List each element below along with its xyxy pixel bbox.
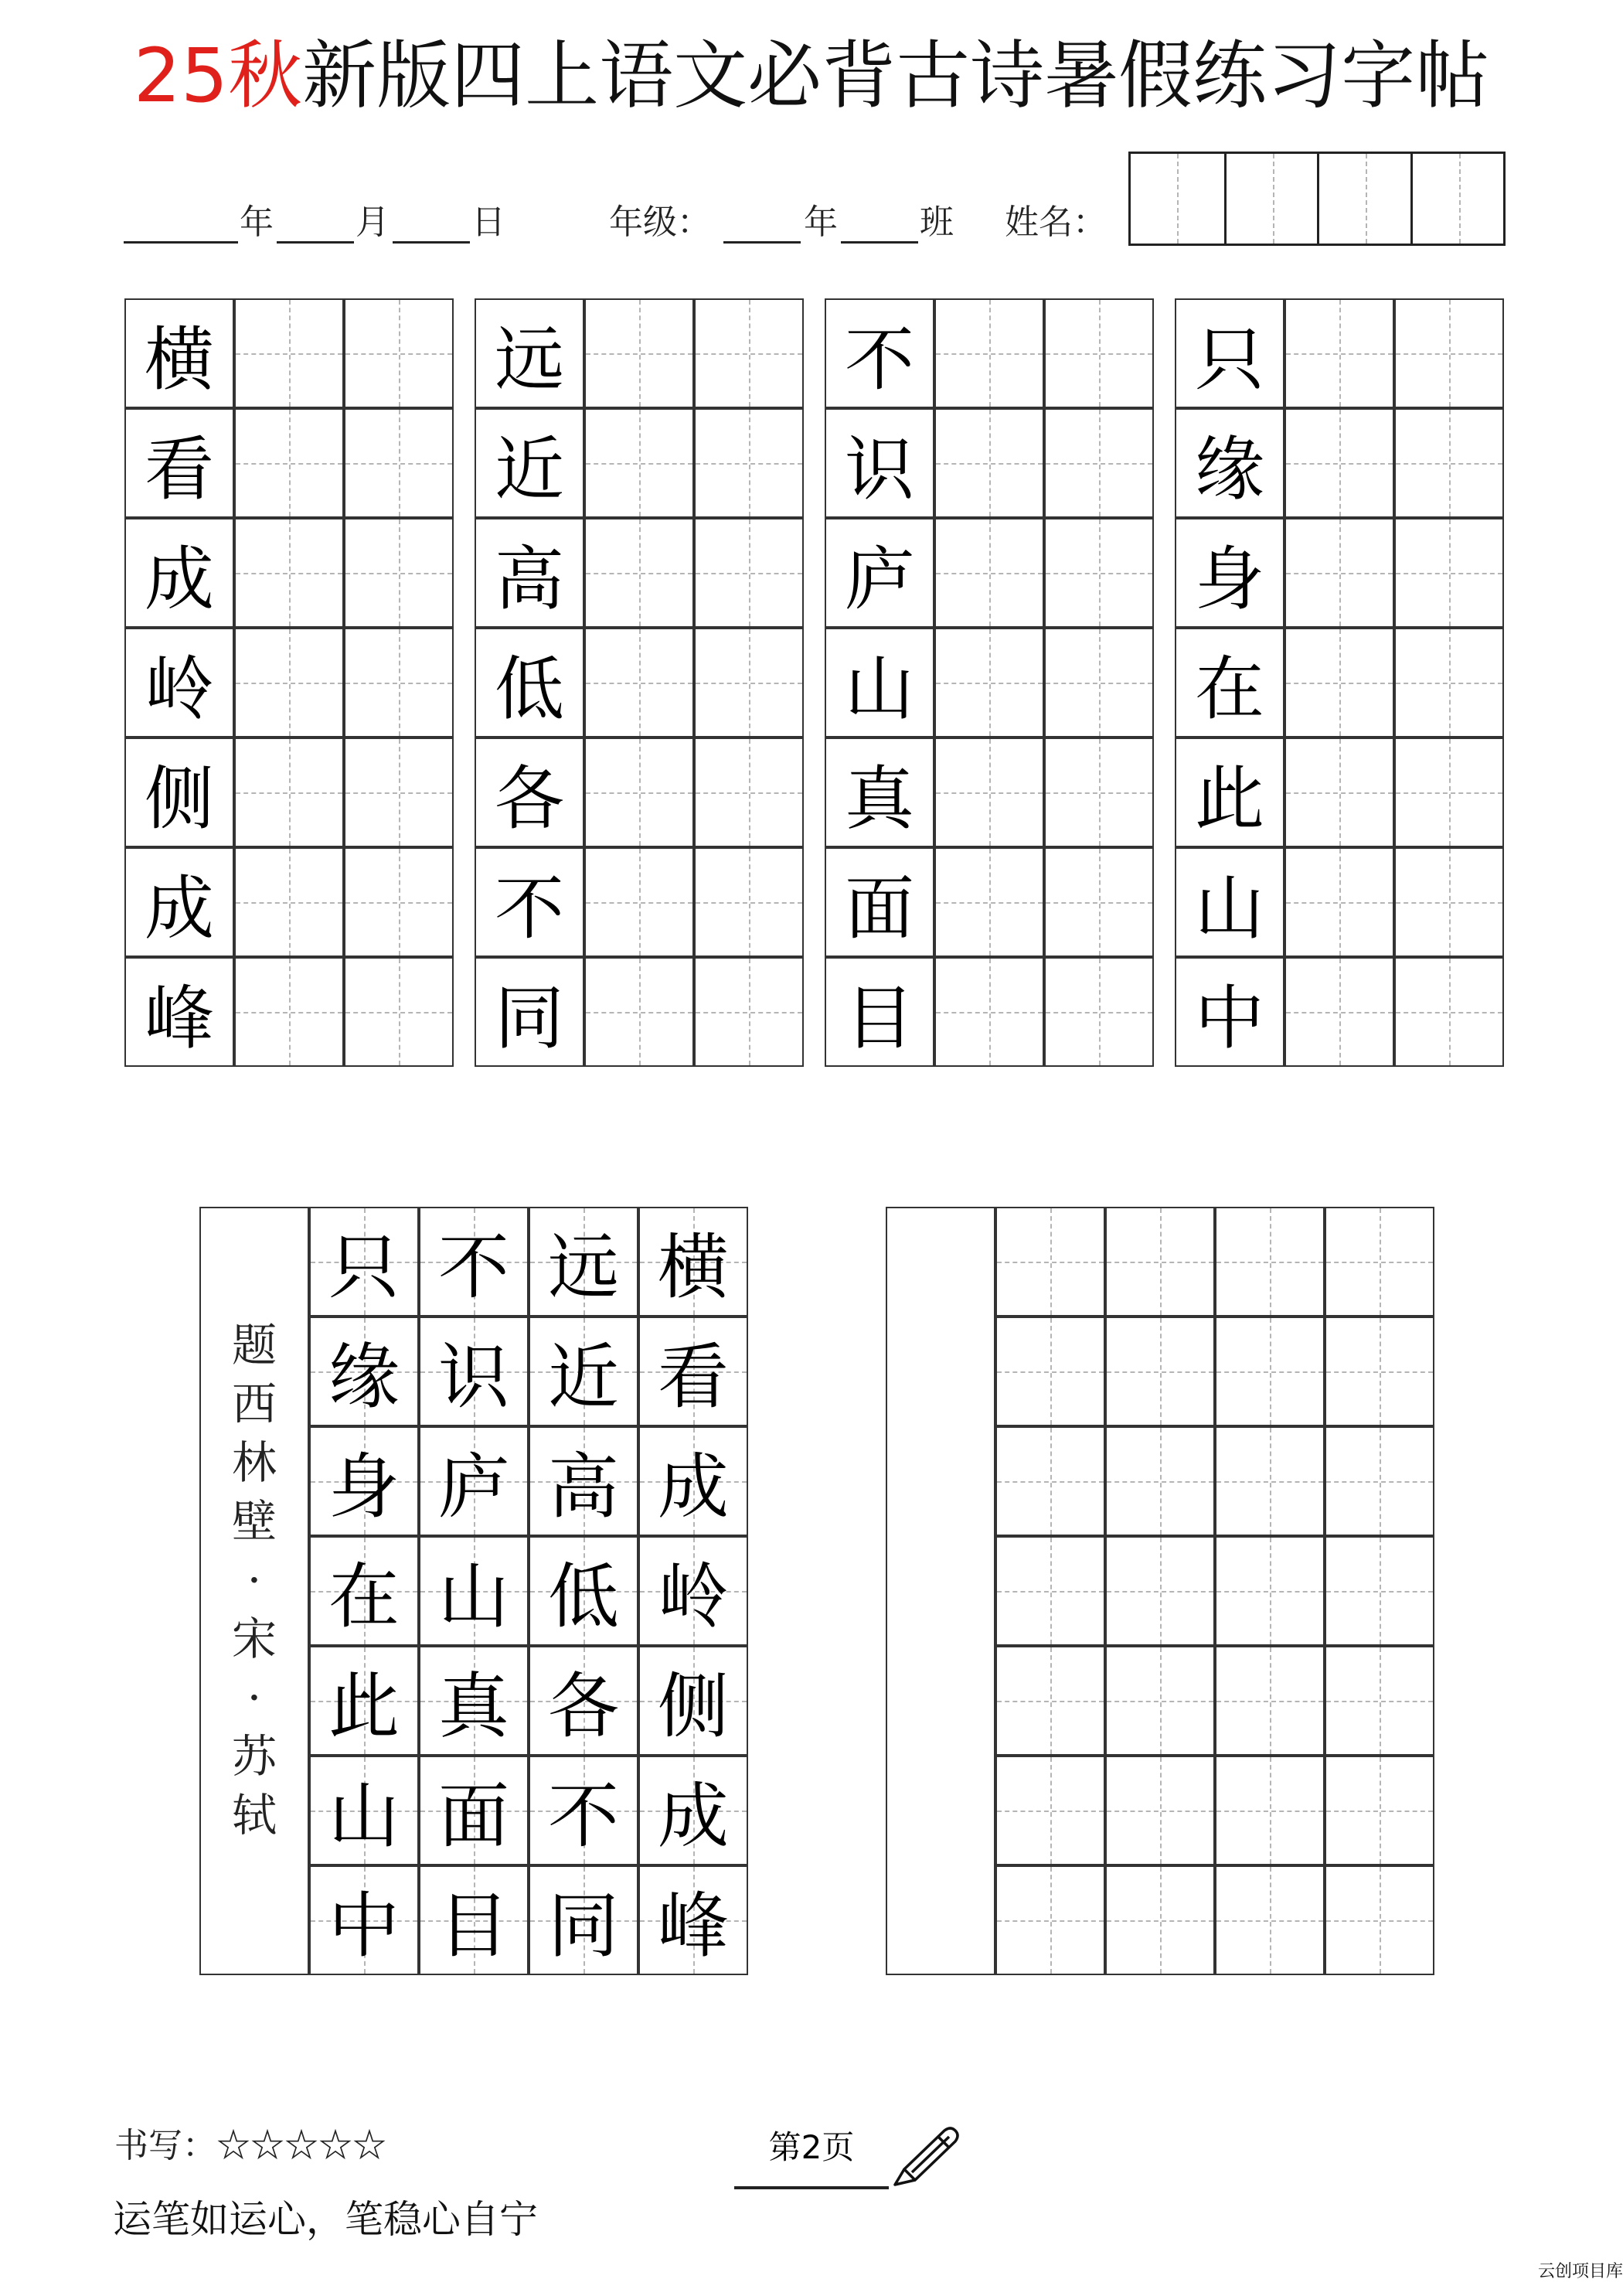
practice-cell[interactable] — [234, 847, 344, 957]
character-glyph: 只 — [1195, 319, 1264, 400]
page-title — [0, 29, 1623, 122]
poem-cell — [419, 1756, 529, 1865]
character-glyph: 横 — [657, 1226, 729, 1309]
practice-cell[interactable] — [584, 408, 694, 518]
practice-cell[interactable] — [1325, 1426, 1434, 1536]
title-highlight: 25秋 — [133, 32, 303, 119]
character-glyph: 看 — [657, 1336, 729, 1419]
practice-cell[interactable] — [1215, 1646, 1325, 1756]
character-glyph: 高 — [495, 539, 564, 620]
character-glyph: 峰 — [145, 978, 214, 1059]
poem-cell — [309, 1756, 419, 1865]
practice-cell[interactable] — [1325, 1865, 1434, 1975]
character-glyph: 横 — [145, 319, 214, 400]
practice-cell[interactable] — [344, 847, 454, 957]
character-glyph: 缘 — [328, 1336, 400, 1419]
motto: 运笔如运心，笔稳心自宁 — [113, 2197, 538, 2242]
model-cell — [475, 847, 584, 957]
character-glyph: 远 — [547, 1226, 619, 1309]
poem-cell — [309, 1646, 419, 1756]
practice-cell[interactable] — [1105, 1536, 1215, 1646]
practice-cell[interactable] — [1394, 408, 1504, 518]
poem-meta-char: 西 — [231, 1378, 277, 1430]
character-glyph: 不 — [547, 1775, 619, 1858]
character-glyph: 识 — [845, 429, 914, 510]
model-cell — [825, 298, 934, 408]
character-glyph: 面 — [437, 1775, 509, 1858]
poem-cell — [638, 1865, 748, 1975]
practice-cell[interactable] — [1105, 1426, 1215, 1536]
poem-cell — [529, 1865, 638, 1975]
character-glyph: 侧 — [657, 1665, 729, 1748]
practice-cell[interactable] — [344, 957, 454, 1067]
character-glyph: 成 — [145, 868, 214, 949]
model-cell — [124, 628, 234, 738]
practice-cell[interactable] — [1105, 1756, 1215, 1865]
practice-cell[interactable] — [1044, 847, 1154, 957]
practice-cell[interactable] — [1044, 738, 1154, 847]
practice-cell[interactable] — [1325, 1317, 1434, 1426]
practice-cell[interactable] — [1215, 1865, 1325, 1975]
poem-cell — [638, 1207, 748, 1317]
model-cell — [825, 847, 934, 957]
practice-cell[interactable] — [1284, 847, 1394, 957]
poem-cell — [309, 1317, 419, 1426]
practice-cell[interactable] — [1394, 518, 1504, 628]
character-glyph: 在 — [328, 1555, 400, 1638]
model-cell — [475, 408, 584, 518]
practice-cell[interactable] — [1044, 957, 1154, 1067]
character-glyph: 近 — [495, 429, 564, 510]
poem-cell — [529, 1756, 638, 1865]
practice-cell[interactable] — [584, 738, 694, 847]
practice-cell[interactable] — [584, 847, 694, 957]
model-cell — [475, 738, 584, 847]
practice-cell[interactable] — [934, 628, 1044, 738]
practice-cell[interactable] — [1044, 628, 1154, 738]
month-label: 月 — [356, 203, 390, 242]
practice-cell[interactable] — [1215, 1536, 1325, 1646]
practice-cell[interactable] — [934, 408, 1044, 518]
practice-cell[interactable] — [1215, 1317, 1325, 1426]
character-glyph: 中 — [1195, 978, 1264, 1059]
practice-cell[interactable] — [995, 1317, 1105, 1426]
poem-meta-char: · — [247, 1554, 262, 1606]
page-underline — [734, 2186, 889, 2189]
character-glyph: 庐 — [845, 539, 914, 620]
practice-cell[interactable] — [344, 518, 454, 628]
name-box[interactable] — [1317, 154, 1410, 244]
model-cell — [1175, 957, 1284, 1067]
model-cell — [825, 408, 934, 518]
practice-cell[interactable] — [1105, 1207, 1215, 1317]
practice-cell[interactable] — [995, 1756, 1105, 1865]
model-cell — [1175, 518, 1284, 628]
poem-cell — [638, 1317, 748, 1426]
practice-cell[interactable] — [584, 298, 694, 408]
character-glyph: 岭 — [657, 1555, 729, 1638]
character-glyph: 同 — [547, 1885, 619, 1967]
practice-cell[interactable] — [1105, 1646, 1215, 1756]
model-cell — [475, 518, 584, 628]
model-cell — [124, 847, 234, 957]
practice-cell[interactable] — [344, 628, 454, 738]
practice-cell[interactable] — [344, 408, 454, 518]
practice-cell[interactable] — [1044, 518, 1154, 628]
model-cell — [475, 957, 584, 1067]
poem-cell — [638, 1646, 748, 1756]
practice-cell[interactable] — [584, 518, 694, 628]
practice-cell[interactable] — [1044, 408, 1154, 518]
practice-cell[interactable] — [1284, 628, 1394, 738]
model-cell — [1175, 738, 1284, 847]
poem-meta-char: · — [247, 1671, 262, 1724]
grade-unit: 年 — [804, 203, 838, 242]
practice-cell[interactable] — [934, 847, 1044, 957]
poem-cell — [419, 1317, 529, 1426]
practice-cell[interactable] — [995, 1207, 1105, 1317]
name-box[interactable] — [1224, 154, 1318, 244]
model-cell — [124, 298, 234, 408]
character-glyph: 各 — [547, 1665, 619, 1748]
pen-icon — [889, 2118, 966, 2188]
practice-cell[interactable] — [1284, 298, 1394, 408]
character-glyph: 山 — [1195, 868, 1264, 949]
model-cell — [825, 738, 934, 847]
character-glyph: 在 — [1195, 649, 1264, 730]
character-glyph: 识 — [437, 1336, 509, 1419]
practice-cell[interactable] — [934, 298, 1044, 408]
practice-cell[interactable] — [995, 1865, 1105, 1975]
class-unit: 班 — [920, 203, 954, 242]
model-cell — [124, 518, 234, 628]
character-glyph: 中 — [328, 1885, 400, 1967]
character-glyph: 缘 — [1195, 429, 1264, 510]
practice-cell[interactable] — [694, 957, 804, 1067]
character-glyph: 身 — [328, 1446, 400, 1528]
character-glyph: 岭 — [145, 649, 214, 730]
practice-cell[interactable] — [694, 408, 804, 518]
poem-title-author — [199, 1316, 309, 1845]
poem-meta-char: 宋 — [231, 1613, 277, 1665]
model-cell — [124, 738, 234, 847]
poem-meta-char: 林 — [231, 1436, 277, 1489]
poem-cell — [419, 1426, 529, 1536]
practice-cell[interactable] — [1325, 1756, 1434, 1865]
character-glyph: 只 — [328, 1226, 400, 1309]
practice-cell[interactable] — [1394, 957, 1504, 1067]
name-label: 姓名： — [1005, 203, 1107, 242]
practice-cell[interactable] — [934, 518, 1044, 628]
poem-cell — [309, 1426, 419, 1536]
character-glyph: 面 — [845, 868, 914, 949]
poem-cell — [309, 1865, 419, 1975]
year-label: 年 — [240, 203, 274, 242]
practice-cell[interactable] — [1284, 738, 1394, 847]
character-glyph: 山 — [845, 649, 914, 730]
poem-cell — [419, 1646, 529, 1756]
poem-cell — [529, 1426, 638, 1536]
character-glyph: 山 — [437, 1555, 509, 1638]
poem-cell — [529, 1536, 638, 1646]
poem-meta-char: 苏 — [231, 1730, 277, 1783]
model-cell — [124, 408, 234, 518]
poem-cell — [309, 1207, 419, 1317]
practice-cell[interactable] — [1394, 738, 1504, 847]
character-glyph: 侧 — [145, 758, 214, 840]
name-box[interactable] — [1131, 154, 1224, 244]
grade-label: 年级： — [609, 203, 711, 242]
name-boxes[interactable] — [1128, 152, 1506, 246]
practice-cell[interactable] — [234, 738, 344, 847]
practice-cell[interactable] — [995, 1426, 1105, 1536]
practice-cell[interactable] — [1105, 1865, 1215, 1975]
poem-meta-char: 壁 — [231, 1495, 277, 1548]
character-glyph: 成 — [657, 1446, 729, 1528]
character-glyph: 各 — [495, 758, 564, 840]
poem-cell — [309, 1536, 419, 1646]
practice-cell[interactable] — [234, 298, 344, 408]
practice-cell[interactable] — [1325, 1646, 1434, 1756]
model-cell — [825, 518, 934, 628]
character-glyph: 成 — [145, 539, 214, 620]
practice-cell[interactable] — [1284, 518, 1394, 628]
month-blank[interactable] — [277, 241, 354, 244]
day-blank[interactable] — [393, 241, 470, 244]
practice-cell[interactable] — [995, 1536, 1105, 1646]
poem-cell — [638, 1426, 748, 1536]
practice-cell[interactable] — [694, 518, 804, 628]
practice-cell[interactable] — [1105, 1317, 1215, 1426]
model-cell — [825, 628, 934, 738]
grade-blank[interactable] — [723, 241, 801, 244]
character-glyph: 山 — [328, 1775, 400, 1858]
practice-cell[interactable] — [934, 738, 1044, 847]
practice-cell[interactable] — [234, 518, 344, 628]
practice-cell[interactable] — [1215, 1426, 1325, 1536]
poem-cell — [419, 1207, 529, 1317]
model-cell — [825, 957, 934, 1067]
practice-cell[interactable] — [1325, 1536, 1434, 1646]
poem-cell — [419, 1536, 529, 1646]
model-cell — [1175, 408, 1284, 518]
practice-cell[interactable] — [1215, 1756, 1325, 1865]
practice-cell[interactable] — [1325, 1207, 1434, 1317]
poem-meta-char: 轼 — [231, 1789, 277, 1841]
model-cell — [475, 628, 584, 738]
page-number: 第2页 — [768, 2128, 855, 2166]
practice-cell[interactable] — [1394, 628, 1504, 738]
character-glyph: 不 — [437, 1226, 509, 1309]
day-label: 日 — [471, 203, 505, 242]
practice-cell[interactable] — [694, 847, 804, 957]
character-glyph: 真 — [845, 758, 914, 840]
practice-cell[interactable] — [344, 298, 454, 408]
model-cell — [1175, 628, 1284, 738]
model-cell — [1175, 298, 1284, 408]
practice-cell[interactable] — [1284, 408, 1394, 518]
year-blank[interactable] — [124, 241, 238, 244]
practice-cell[interactable] — [584, 957, 694, 1067]
practice-cell[interactable] — [1284, 957, 1394, 1067]
character-glyph: 近 — [547, 1336, 619, 1419]
rating-stars[interactable]: ☆☆☆☆☆ — [216, 2126, 386, 2165]
model-cell — [124, 957, 234, 1067]
character-glyph: 身 — [1195, 539, 1264, 620]
character-glyph: 高 — [547, 1446, 619, 1528]
practice-cell[interactable] — [1215, 1207, 1325, 1317]
character-glyph: 不 — [845, 319, 914, 400]
character-glyph: 目 — [845, 978, 914, 1059]
model-cell — [1175, 847, 1284, 957]
practice-cell[interactable] — [234, 628, 344, 738]
blank-title-box[interactable] — [886, 1207, 995, 1975]
practice-cell[interactable] — [694, 628, 804, 738]
poem-meta-char: 题 — [231, 1319, 277, 1371]
character-glyph: 此 — [328, 1665, 400, 1748]
model-cell — [475, 298, 584, 408]
poem-cell — [529, 1646, 638, 1756]
practice-cell[interactable] — [995, 1646, 1105, 1756]
character-glyph: 峰 — [657, 1885, 729, 1967]
rating — [114, 2123, 386, 2169]
practice-cell[interactable] — [934, 957, 1044, 1067]
practice-cell[interactable] — [1394, 298, 1504, 408]
practice-cell[interactable] — [694, 298, 804, 408]
practice-cell[interactable] — [344, 738, 454, 847]
name-box[interactable] — [1410, 154, 1504, 244]
character-glyph: 目 — [437, 1885, 509, 1967]
character-glyph: 看 — [145, 429, 214, 510]
character-glyph: 成 — [657, 1775, 729, 1858]
practice-cell[interactable] — [234, 957, 344, 1067]
practice-cell[interactable] — [234, 408, 344, 518]
character-glyph: 真 — [437, 1665, 509, 1748]
poem-cell — [419, 1865, 529, 1975]
title-main: 新版四上语文必背古诗暑假练习字帖 — [302, 32, 1490, 119]
watermark: 云创项目库 — [1538, 2262, 1623, 2281]
poem-cell — [529, 1317, 638, 1426]
practice-cell[interactable] — [1044, 298, 1154, 408]
character-glyph: 此 — [1195, 758, 1264, 840]
practice-cell[interactable] — [584, 628, 694, 738]
poem-cell — [529, 1207, 638, 1317]
class-blank[interactable] — [841, 241, 918, 244]
character-glyph: 低 — [547, 1555, 619, 1638]
character-glyph: 同 — [495, 978, 564, 1059]
rating-label: 书写： — [114, 2126, 216, 2165]
character-glyph: 远 — [495, 319, 564, 400]
poem-cell — [638, 1756, 748, 1865]
practice-cell[interactable] — [1394, 847, 1504, 957]
character-glyph: 庐 — [437, 1446, 509, 1528]
character-glyph: 低 — [495, 649, 564, 730]
character-glyph: 不 — [495, 868, 564, 949]
practice-cell[interactable] — [694, 738, 804, 847]
poem-cell — [638, 1536, 748, 1646]
